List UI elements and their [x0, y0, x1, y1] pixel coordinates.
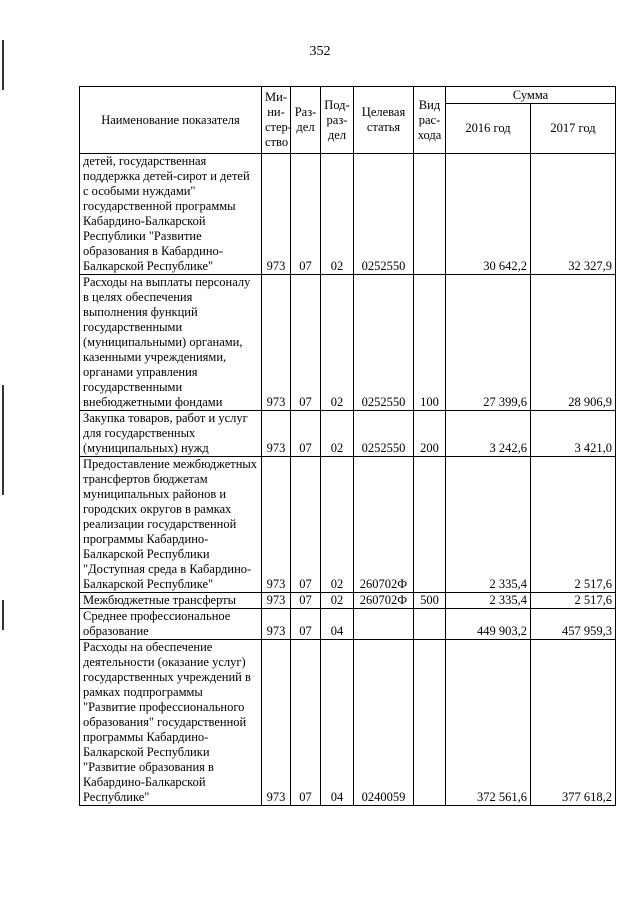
row-expense-type: 100: [414, 275, 446, 411]
header-expense-type: Вид рас-хода: [414, 87, 446, 154]
row-target: 0252550: [354, 154, 414, 275]
row-name: Среднее профессиональное образование: [80, 609, 262, 640]
table-row: [80, 411, 616, 457]
header-year-2017: 2017 год: [531, 104, 616, 154]
row-sum-2016: 3 242,6: [446, 411, 531, 457]
page-number: 352: [309, 44, 331, 59]
row-ministry: 973: [262, 154, 291, 275]
row-section: 07: [291, 457, 321, 593]
row-sum-2016: 2 335,4: [446, 593, 531, 609]
header-target: Целевая статья: [354, 87, 414, 154]
row-subsection: 02: [321, 411, 354, 457]
table-row: [80, 640, 616, 806]
header-subsection: Под-раз-дел: [321, 87, 354, 154]
header-year-2016: 2016 год: [446, 104, 531, 154]
row-subsection: 04: [321, 640, 354, 806]
row-name: Предоставление межбюджетных трансфертов бюджетам муниципальных районов и городских округов в рамках реализации государственной программы Кабардино-Балкарской Республики "Доступная среда в Кабардино-Балкарской Республике": [80, 457, 262, 593]
row-ministry: 973: [262, 411, 291, 457]
row-expense-type: [414, 457, 446, 593]
margin-mark: [2, 600, 4, 630]
row-section: 07: [291, 593, 321, 609]
row-name: детей, государственная поддержка детей-сирот и детей с особыми нуждами" государственной программы Кабардино-Балкарской Республики "Развитие образования в Кабардино-Балкарской Республике": [80, 154, 262, 275]
row-sum-2016: 27 399,6: [446, 275, 531, 411]
table-row: [80, 154, 616, 275]
row-subsection: 04: [321, 609, 354, 640]
row-sum-2017: 2 517,6: [531, 457, 616, 593]
row-sum-2016: 449 903,2: [446, 609, 531, 640]
row-sum-2016: 2 335,4: [446, 457, 531, 593]
row-ministry: 973: [262, 640, 291, 806]
header-sum: Сумма: [446, 87, 616, 104]
row-target: 0252550: [354, 411, 414, 457]
row-ministry: 973: [262, 457, 291, 593]
row-sum-2017: 457 959,3: [531, 609, 616, 640]
row-target: 0252550: [354, 275, 414, 411]
row-expense-type: [414, 154, 446, 275]
margin-mark: [2, 40, 4, 90]
row-subsection: 02: [321, 457, 354, 593]
header-section: Раз-дел: [291, 87, 321, 154]
table-row: [80, 593, 616, 609]
row-expense-type: 200: [414, 411, 446, 457]
row-expense-type: [414, 609, 446, 640]
row-target: 260702Ф: [354, 457, 414, 593]
row-target: 260702Ф: [354, 593, 414, 609]
row-subsection: 02: [321, 593, 354, 609]
row-name: Расходы на обеспечение деятельности (оказание услуг) государственных учреждений в рамках подпрограммы "Развитие профессионального образования" государственной программы Кабардино-Балкарской Республики "Развитие образования в Кабардино-Балкарской Республике": [80, 640, 262, 806]
row-sum-2016: 30 642,2: [446, 154, 531, 275]
row-section: 07: [291, 640, 321, 806]
row-section: 07: [291, 411, 321, 457]
row-expense-type: 500: [414, 593, 446, 609]
table-row: [80, 609, 616, 640]
table-row: [80, 457, 616, 593]
row-ministry: 973: [262, 593, 291, 609]
row-name: Расходы на выплаты персоналу в целях обеспечения выполнения функций государственными (муниципальными) органами, казенными учреждениями, органами управления государственными внебюджетными фондами: [80, 275, 262, 411]
row-ministry: 973: [262, 609, 291, 640]
row-expense-type: [414, 640, 446, 806]
margin-mark: [2, 385, 4, 495]
row-name: Закупка товаров, работ и услуг для государственных (муниципальных) нужд: [80, 411, 262, 457]
row-sum-2017: 2 517,6: [531, 593, 616, 609]
row-sum-2017: 377 618,2: [531, 640, 616, 806]
row-section: 07: [291, 609, 321, 640]
row-section: 07: [291, 275, 321, 411]
row-ministry: 973: [262, 275, 291, 411]
row-sum-2017: 32 327,9: [531, 154, 616, 275]
header-name: Наименование показателя: [80, 87, 262, 154]
budget-table: [79, 86, 616, 806]
row-section: 07: [291, 154, 321, 275]
row-target: 0240059: [354, 640, 414, 806]
table-row: [80, 275, 616, 411]
header-ministry: Ми-ни-стер-ство: [262, 87, 291, 154]
row-sum-2016: 372 561,6: [446, 640, 531, 806]
row-sum-2017: 28 906,9: [531, 275, 616, 411]
row-name: Межбюджетные трансферты: [80, 593, 262, 609]
row-subsection: 02: [321, 275, 354, 411]
row-subsection: 02: [321, 154, 354, 275]
row-sum-2017: 3 421,0: [531, 411, 616, 457]
row-target: [354, 609, 414, 640]
